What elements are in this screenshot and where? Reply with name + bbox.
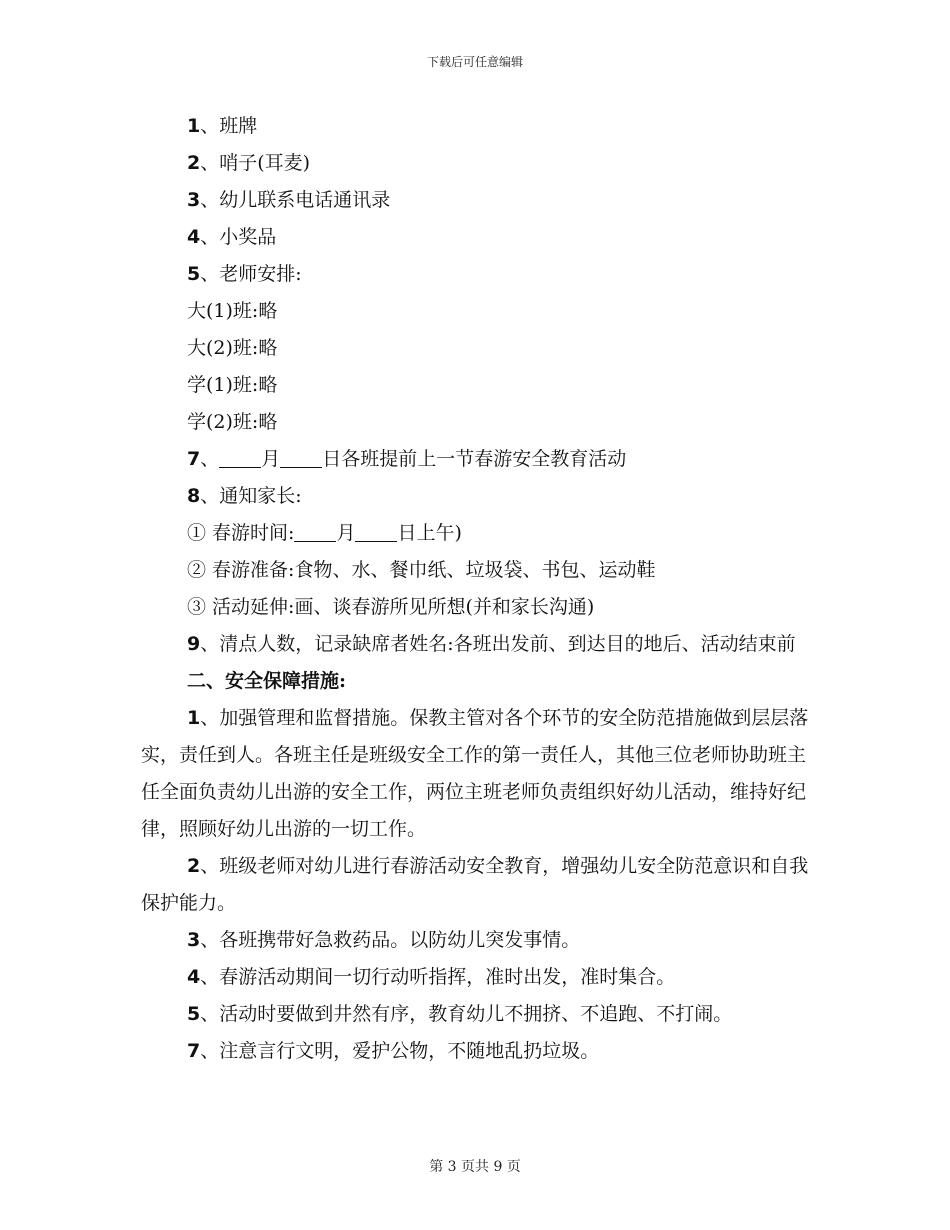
item-number: 5 [187,1003,201,1025]
item-number: 2 [187,855,201,877]
item-number: 7 [187,448,201,470]
document-body [141,108,811,1070]
paragraph [141,700,811,848]
item-number: 4 [187,966,201,988]
item-text: 、小奖品 [200,226,277,248]
list-item [141,478,811,515]
paragraph [141,1033,811,1070]
notice-text-a: ① 春游时间: [187,522,295,544]
blank-month [294,519,336,542]
item-text-b: 月 [261,448,281,470]
page-header: 下载后可任意编辑 [426,55,523,69]
item-number: 3 [187,929,201,951]
notice-line: ② 春游准备:食物、水、餐巾纸、垃圾袋、书包、运动鞋 [187,559,656,581]
section-heading: 二、安全保障措施: [187,670,347,692]
teacher-line: 学(1)班:略 [187,374,278,396]
item-number: 5 [187,263,201,285]
list-item [141,441,811,478]
item-text: 、幼儿联系电话通讯录 [200,189,391,211]
item-text: 、清点人数，记录缺席者姓名:各班出发前、到达目的地后、活动结束前 [200,633,796,655]
page-footer: 第 3 页共 9 页 [429,1159,521,1175]
item-number: 3 [187,189,201,211]
item-number: 7 [187,1040,201,1062]
paragraph [141,922,811,959]
notice-text-b: 月 [336,522,356,544]
list-item [141,219,811,256]
teacher-line: 大(2)班:略 [187,337,278,359]
item-text-c: 日各班提前上一节春游安全教育活动 [322,448,627,470]
item-number: 4 [187,226,201,248]
item-text: 、春游活动期间一切行动听指挥，准时出发，准时集合。 [200,966,676,988]
item-number: 8 [187,485,201,507]
paragraph [141,848,811,922]
item-text: 、老师安排: [200,263,302,285]
teacher-line: 学(2)班:略 [187,411,278,433]
blank-month [219,445,261,468]
notice-line: ③ 活动延伸:画、谈春游所见所想(并和家长沟通) [187,596,595,618]
blank-day [355,519,397,542]
item-text: 、通知家长: [200,485,302,507]
item-number: 2 [187,152,201,174]
item-text: 、班级老师对幼儿进行春游活动安全教育，增强幼儿安全防范意识和自我保护能力。 [141,855,809,914]
list-item [141,145,811,182]
teacher-line: 大(1)班:略 [187,300,278,322]
item-text: 、哨子(耳麦) [200,152,311,174]
paragraph [141,626,811,663]
list-item [141,256,811,293]
paragraph [141,959,811,996]
item-text: 、各班携带好急救药品。以防幼儿突发事情。 [200,929,581,951]
item-text: 、活动时要做到井然有序，教育幼儿不拥挤、不追跑、不打闹。 [200,1003,733,1025]
item-text: 、加强管理和监督措施。保教主管对各个环节的安全防范措施做到层层落实，责任到人。各班主任是班级安全工作的第一责任人，其他三位老师协助班主任全面负责幼儿出游的安全工作，两位主班老师负责组织好幼儿活动，维持好纪律，照顾好幼儿出游的一切工作。 [141,707,809,840]
list-item [141,108,811,145]
blank-day [280,445,322,468]
item-text: 、注意言行文明，爱护公物，不随地乱扔垃圾。 [200,1040,600,1062]
item-text-a: 、 [200,448,220,470]
item-text: 、班牌 [200,115,258,137]
notice-text-c: 日上午) [397,522,462,544]
list-item [141,182,811,219]
item-number: 9 [187,633,201,655]
paragraph [141,996,811,1033]
item-number: 1 [187,707,201,729]
item-number: 1 [187,115,201,137]
notice-line [141,515,811,552]
